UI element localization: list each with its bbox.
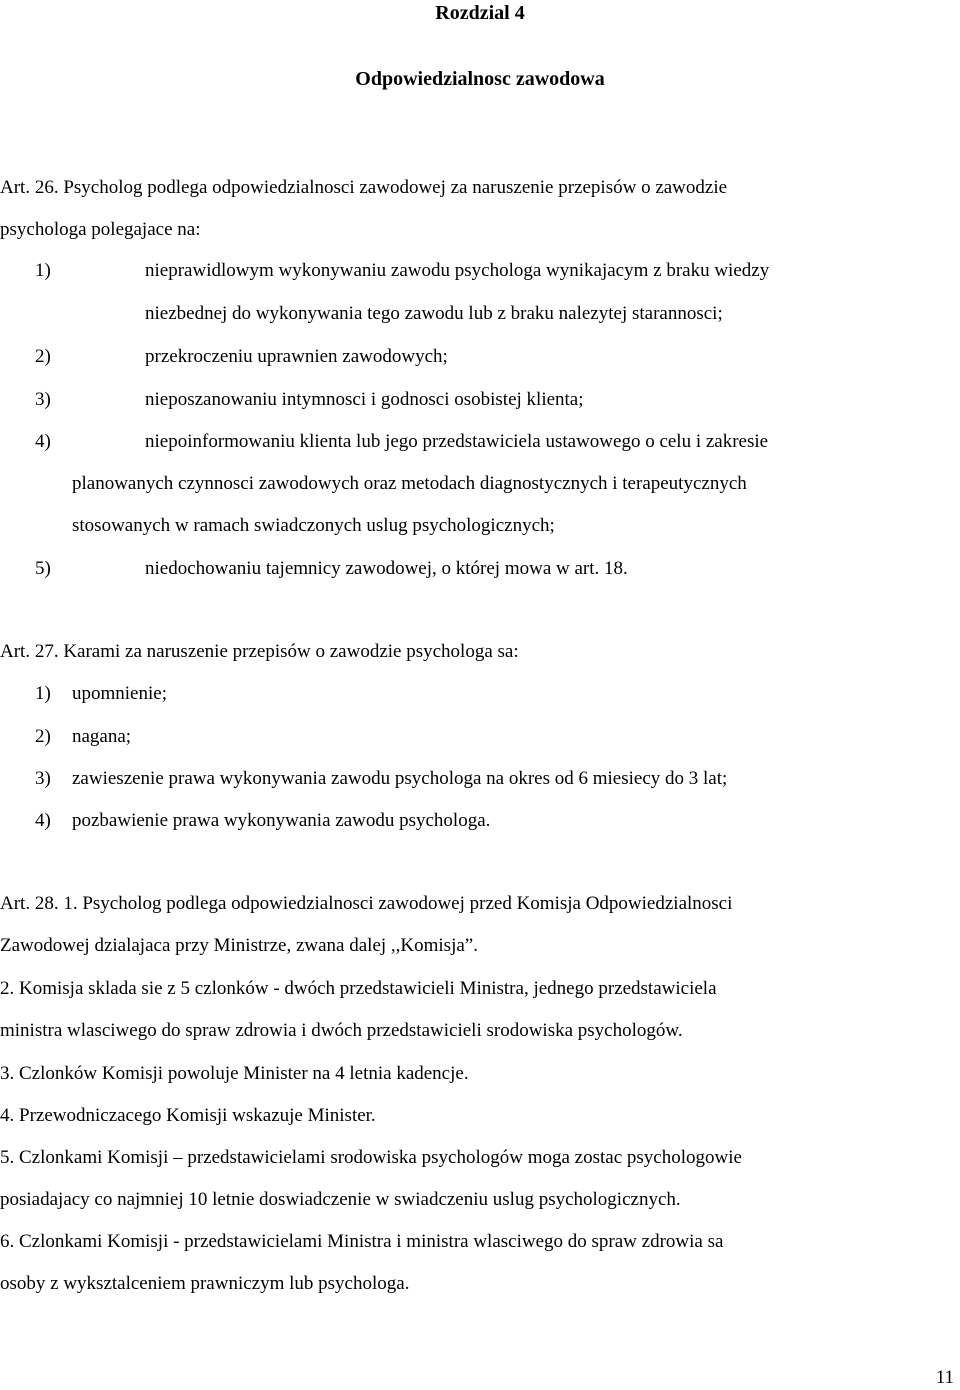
item-number: 3) xyxy=(35,768,51,789)
art27-intro: Art. 27. Karami za naruszenie przepisów o zawodzie psychologa sa: xyxy=(0,641,519,662)
art28-line-4: ministra wlasciwego do spraw zdrowia i dwóch przedstawicieli srodowiska psychologów. xyxy=(0,1020,683,1041)
art28-line-5: 3. Czlonków Komisji powoluje Minister na 4 letnia kadencje. xyxy=(0,1063,469,1084)
item-number: 1) xyxy=(35,260,51,281)
art28-line-9: 6. Czlonkami Komisji - przedstawicielami Ministra i ministra wlasciwego do spraw zdrowia sa xyxy=(0,1231,724,1252)
art26-intro-line-1: Art. 26. Psycholog podlega odpowiedzialnosci zawodowej za naruszenie przepisów o zawodzie xyxy=(0,177,728,198)
item-text: przekroczeniu uprawnien zawodowych; xyxy=(145,346,448,367)
item-number: 2) xyxy=(35,726,51,747)
item-text: nieprawidlowym wykonywaniu zawodu psychologa wynikajacym z braku wiedzy xyxy=(145,260,770,281)
item-text: nieposzanowaniu intymnosci i godnosci osobistej klienta; xyxy=(145,389,584,410)
chapter-subtitle: Odpowiedzialnosc zawodowa xyxy=(355,68,605,90)
art28-line-1: Art. 28. 1. Psycholog podlega odpowiedzialnosci zawodowej przed Komisja Odpowiedzialnosci xyxy=(0,893,733,914)
item-text: planowanych czynnosci zawodowych oraz metodach diagnostycznych i terapeutycznych xyxy=(72,473,747,494)
item-number: 1) xyxy=(35,683,51,704)
art28-line-2: Zawodowej dzialajaca przy Ministrze, zwana dalej ,,Komisja”. xyxy=(0,935,478,956)
item-text: niedochowaniu tajemnicy zawodowej, o której mowa w art. 18. xyxy=(145,558,628,579)
item-text: niezbednej do wykonywania tego zawodu lub z braku nalezytej starannosci; xyxy=(145,303,723,324)
item-number: 2) xyxy=(35,346,51,367)
item-number: 4) xyxy=(35,431,51,452)
item-text: stosowanych w ramach swiadczonych uslug psychologicznych; xyxy=(72,515,555,536)
art28-line-6: 4. Przewodniczacego Komisji wskazuje Minister. xyxy=(0,1105,376,1126)
item-number: 5) xyxy=(35,558,51,579)
chapter-title: Rozdzial 4 xyxy=(435,2,525,24)
art28-line-8: posiadajacy co najmniej 10 letnie doswiadczenie w swiadczeniu uslug psychologicznych. xyxy=(0,1189,681,1210)
art28-line-3: 2. Komisja sklada sie z 5 czlonków - dwóch przedstawicieli Ministra, jednego przedstawiciela xyxy=(0,978,717,999)
item-text: upomnienie; xyxy=(72,683,167,704)
item-text: zawieszenie prawa wykonywania zawodu psychologa na okres od 6 miesiecy do 3 lat; xyxy=(72,768,728,789)
item-number: 4) xyxy=(35,810,51,831)
art28-line-7: 5. Czlonkami Komisji – przedstawicielami srodowiska psychologów moga zostac psychologowie xyxy=(0,1147,742,1168)
item-text: pozbawienie prawa wykonywania zawodu psychologa. xyxy=(72,810,491,831)
item-number: 3) xyxy=(35,389,51,410)
art26-intro-line-2: psychologa polegajace na: xyxy=(0,219,201,240)
item-text: nagana; xyxy=(72,726,132,747)
page-number: 11 xyxy=(935,1367,954,1388)
art28-line-10: osoby z wyksztalceniem prawniczym lub psychologa. xyxy=(0,1273,410,1294)
item-text: niepoinformowaniu klienta lub jego przedstawiciela ustawowego o celu i zakresie xyxy=(145,431,769,452)
